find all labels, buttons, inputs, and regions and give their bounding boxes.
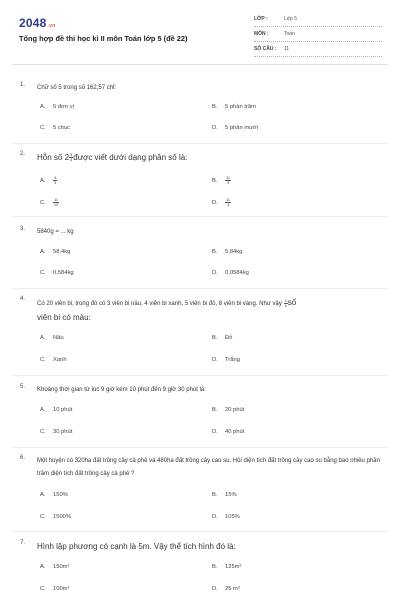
question-text-part: Hỗn số 2 — [37, 153, 70, 162]
fraction-denominator: 4 — [284, 302, 287, 308]
option-letter: B. — [212, 178, 218, 185]
option-letter: A. — [40, 335, 46, 341]
question-number: 5. — [20, 384, 26, 390]
option-value: 5 phần mười — [225, 125, 259, 131]
question-text-part: Có 20 viên bi, trong đó có 3 viên bi nâu, 4 viên bi xanh, 5 viên bi đỏ, 8 viên bi vàng. Như vậy — [37, 301, 284, 307]
option-letter: D. — [212, 586, 218, 592]
option-letter: A. — [40, 407, 46, 413]
page-title: Tổng hợp đề thi học kì II môn Toán lớp 5 (đề 22) — [19, 34, 188, 43]
question-number: 3. — [20, 226, 26, 232]
option-b[interactable] — [212, 104, 256, 110]
exam-meta — [254, 14, 382, 59]
option-b[interactable] — [212, 564, 241, 570]
question-divider — [12, 531, 388, 532]
question-text: Chữ số 5 trong số 162,57 chỉ: — [37, 85, 117, 91]
option-c[interactable] — [40, 514, 71, 520]
option-value: 0,0584kg — [225, 270, 249, 276]
fraction-denominator: 4 — [70, 157, 73, 163]
meta-key: LỚP : — [254, 16, 268, 22]
question-divider — [12, 288, 388, 289]
option-value: 0,584kg — [53, 270, 74, 276]
fraction-numerator: 11 — [226, 197, 231, 202]
option-value: 150% — [53, 492, 68, 498]
meta-row-count — [254, 44, 382, 57]
option-b[interactable] — [212, 176, 231, 185]
meta-value: Toán — [284, 31, 295, 37]
question-divider — [12, 143, 388, 144]
option-a[interactable] — [40, 492, 68, 498]
option-a[interactable] — [40, 176, 57, 185]
option-fraction — [225, 176, 231, 185]
question-text: Khoảng thời gian từ lúc 9 giờ kém 10 phút đến 9 giờ 30 phút là: — [37, 387, 206, 393]
question-text: Một huyện có 320ha đất trồng cây cà phê và 480ha đất trồng cây cao su. Hỏi diện tích đất trồng cây cao su bằng bao nhiêu phần trăm diện tích đất trồng cây cà phê ? — [37, 458, 380, 477]
option-letter: D. — [212, 429, 218, 435]
logo-suffix: .vn — [47, 23, 56, 29]
fraction-numerator: 1 — [284, 297, 287, 303]
option-a[interactable] — [40, 335, 64, 341]
option-letter: C. — [40, 200, 46, 207]
meta-value: Lớp 5 — [284, 16, 298, 22]
option-c[interactable] — [40, 125, 70, 131]
option-value: 10 phút — [53, 407, 73, 413]
option-fraction — [53, 176, 57, 185]
fraction-numerator: 11 — [54, 197, 59, 202]
option-c[interactable] — [40, 198, 59, 207]
option-value: Đỏ — [225, 335, 233, 341]
option-a[interactable] — [40, 249, 70, 255]
option-letter: D. — [212, 125, 218, 131]
logo-text: 2048 — [19, 16, 47, 30]
option-b[interactable] — [212, 492, 237, 498]
option-value: 15% — [225, 492, 237, 498]
option-a[interactable] — [40, 104, 74, 110]
option-value: 5 phần trăm — [225, 104, 256, 110]
option-letter: B. — [212, 335, 218, 341]
option-letter: B. — [212, 492, 218, 498]
option-value: 25 m³ — [225, 586, 240, 592]
question-number: 4. — [20, 296, 26, 302]
option-letter: B. — [212, 249, 218, 255]
option-d[interactable] — [212, 429, 244, 435]
option-value: 30 phút — [53, 429, 73, 435]
option-d[interactable] — [212, 586, 240, 592]
option-letter: C. — [40, 270, 46, 276]
question-text: 5840g = ... kg — [37, 229, 74, 235]
page-header — [0, 0, 400, 64]
option-value: 20 phút — [225, 407, 245, 413]
option-value: 150m³ — [53, 564, 70, 570]
option-letter: A. — [40, 564, 46, 570]
option-a[interactable] — [40, 407, 72, 413]
question-number: 6. — [20, 455, 26, 461]
option-d[interactable] — [212, 125, 258, 131]
fraction-denominator: 4 — [226, 202, 230, 207]
option-letter: B. — [212, 104, 218, 110]
option-letter: D. — [212, 357, 218, 363]
meta-value: 11 — [284, 46, 290, 52]
option-letter: D. — [212, 514, 218, 520]
option-value: 40 phút — [225, 429, 245, 435]
option-value: 125m³ — [225, 564, 242, 570]
option-fraction — [53, 198, 59, 207]
question-number: 1. — [20, 82, 26, 88]
option-value: 58,4kg — [53, 249, 71, 255]
option-b[interactable] — [212, 249, 242, 255]
option-letter: D. — [212, 270, 218, 276]
option-b[interactable] — [212, 335, 232, 341]
option-value: Trắng — [225, 357, 240, 363]
option-letter: C. — [40, 125, 46, 131]
option-value: 105% — [225, 514, 240, 520]
option-value: 5,84kg — [225, 249, 243, 255]
option-letter: B. — [212, 564, 218, 570]
question-divider — [12, 375, 388, 376]
option-letter: B. — [212, 407, 218, 413]
option-c[interactable] — [40, 429, 72, 435]
option-value: Nâu — [53, 335, 64, 341]
fraction-numerator: 3 — [70, 152, 73, 158]
option-d[interactable] — [212, 270, 249, 276]
option-letter: A. — [40, 178, 46, 185]
option-letter: C. — [40, 586, 46, 592]
question-text-part: được viết dưới dạng phân số là: — [73, 153, 188, 162]
meta-key: MÔN : — [254, 31, 269, 37]
option-letter: C. — [40, 514, 46, 520]
meta-key: SỐ CÂU : — [254, 46, 277, 52]
option-letter: C. — [40, 429, 46, 435]
meta-row-subject — [254, 29, 382, 42]
option-letter: A. — [40, 249, 46, 255]
option-letter: C. — [40, 357, 46, 363]
option-fraction — [225, 198, 231, 207]
question-text-part: viên bi có màu: — [37, 313, 91, 322]
option-b[interactable] — [212, 407, 244, 413]
question-divider — [12, 447, 388, 448]
fraction-numerator: 11 — [226, 175, 231, 180]
option-c[interactable] — [40, 270, 74, 276]
option-a[interactable] — [40, 564, 69, 570]
question-number: 7. — [20, 540, 26, 546]
option-c[interactable] — [40, 586, 69, 592]
option-value: 100m³ — [53, 586, 70, 592]
option-letter: A. — [40, 492, 46, 498]
option-value: 5 chục — [53, 125, 71, 131]
option-value: 1500% — [53, 514, 72, 520]
option-d[interactable] — [212, 514, 240, 520]
question-text: Hình lập phương có cạnh là 5m. Vậy thể tích hình đó là: — [37, 542, 236, 551]
question-text — [37, 296, 382, 326]
option-letter: A. — [40, 104, 46, 110]
question-text-part: số — [287, 298, 297, 307]
fraction-denominator: 3 — [226, 180, 230, 185]
fraction-denominator: 3 — [54, 180, 57, 185]
option-d[interactable] — [212, 198, 231, 207]
meta-row-class — [254, 14, 382, 27]
option-value: 5 đơn vị — [53, 104, 74, 110]
question-text — [37, 151, 382, 164]
question-number: 2. — [20, 151, 26, 157]
fraction-denominator: 10 — [53, 202, 59, 207]
question-divider — [12, 216, 388, 217]
option-c[interactable] — [40, 357, 67, 363]
option-d[interactable] — [212, 357, 240, 363]
header-divider — [12, 64, 388, 65]
option-letter: D. — [212, 200, 218, 207]
option-value: Xanh — [53, 357, 67, 363]
site-logo[interactable] — [19, 16, 55, 30]
fraction-numerator: 4 — [54, 175, 57, 180]
